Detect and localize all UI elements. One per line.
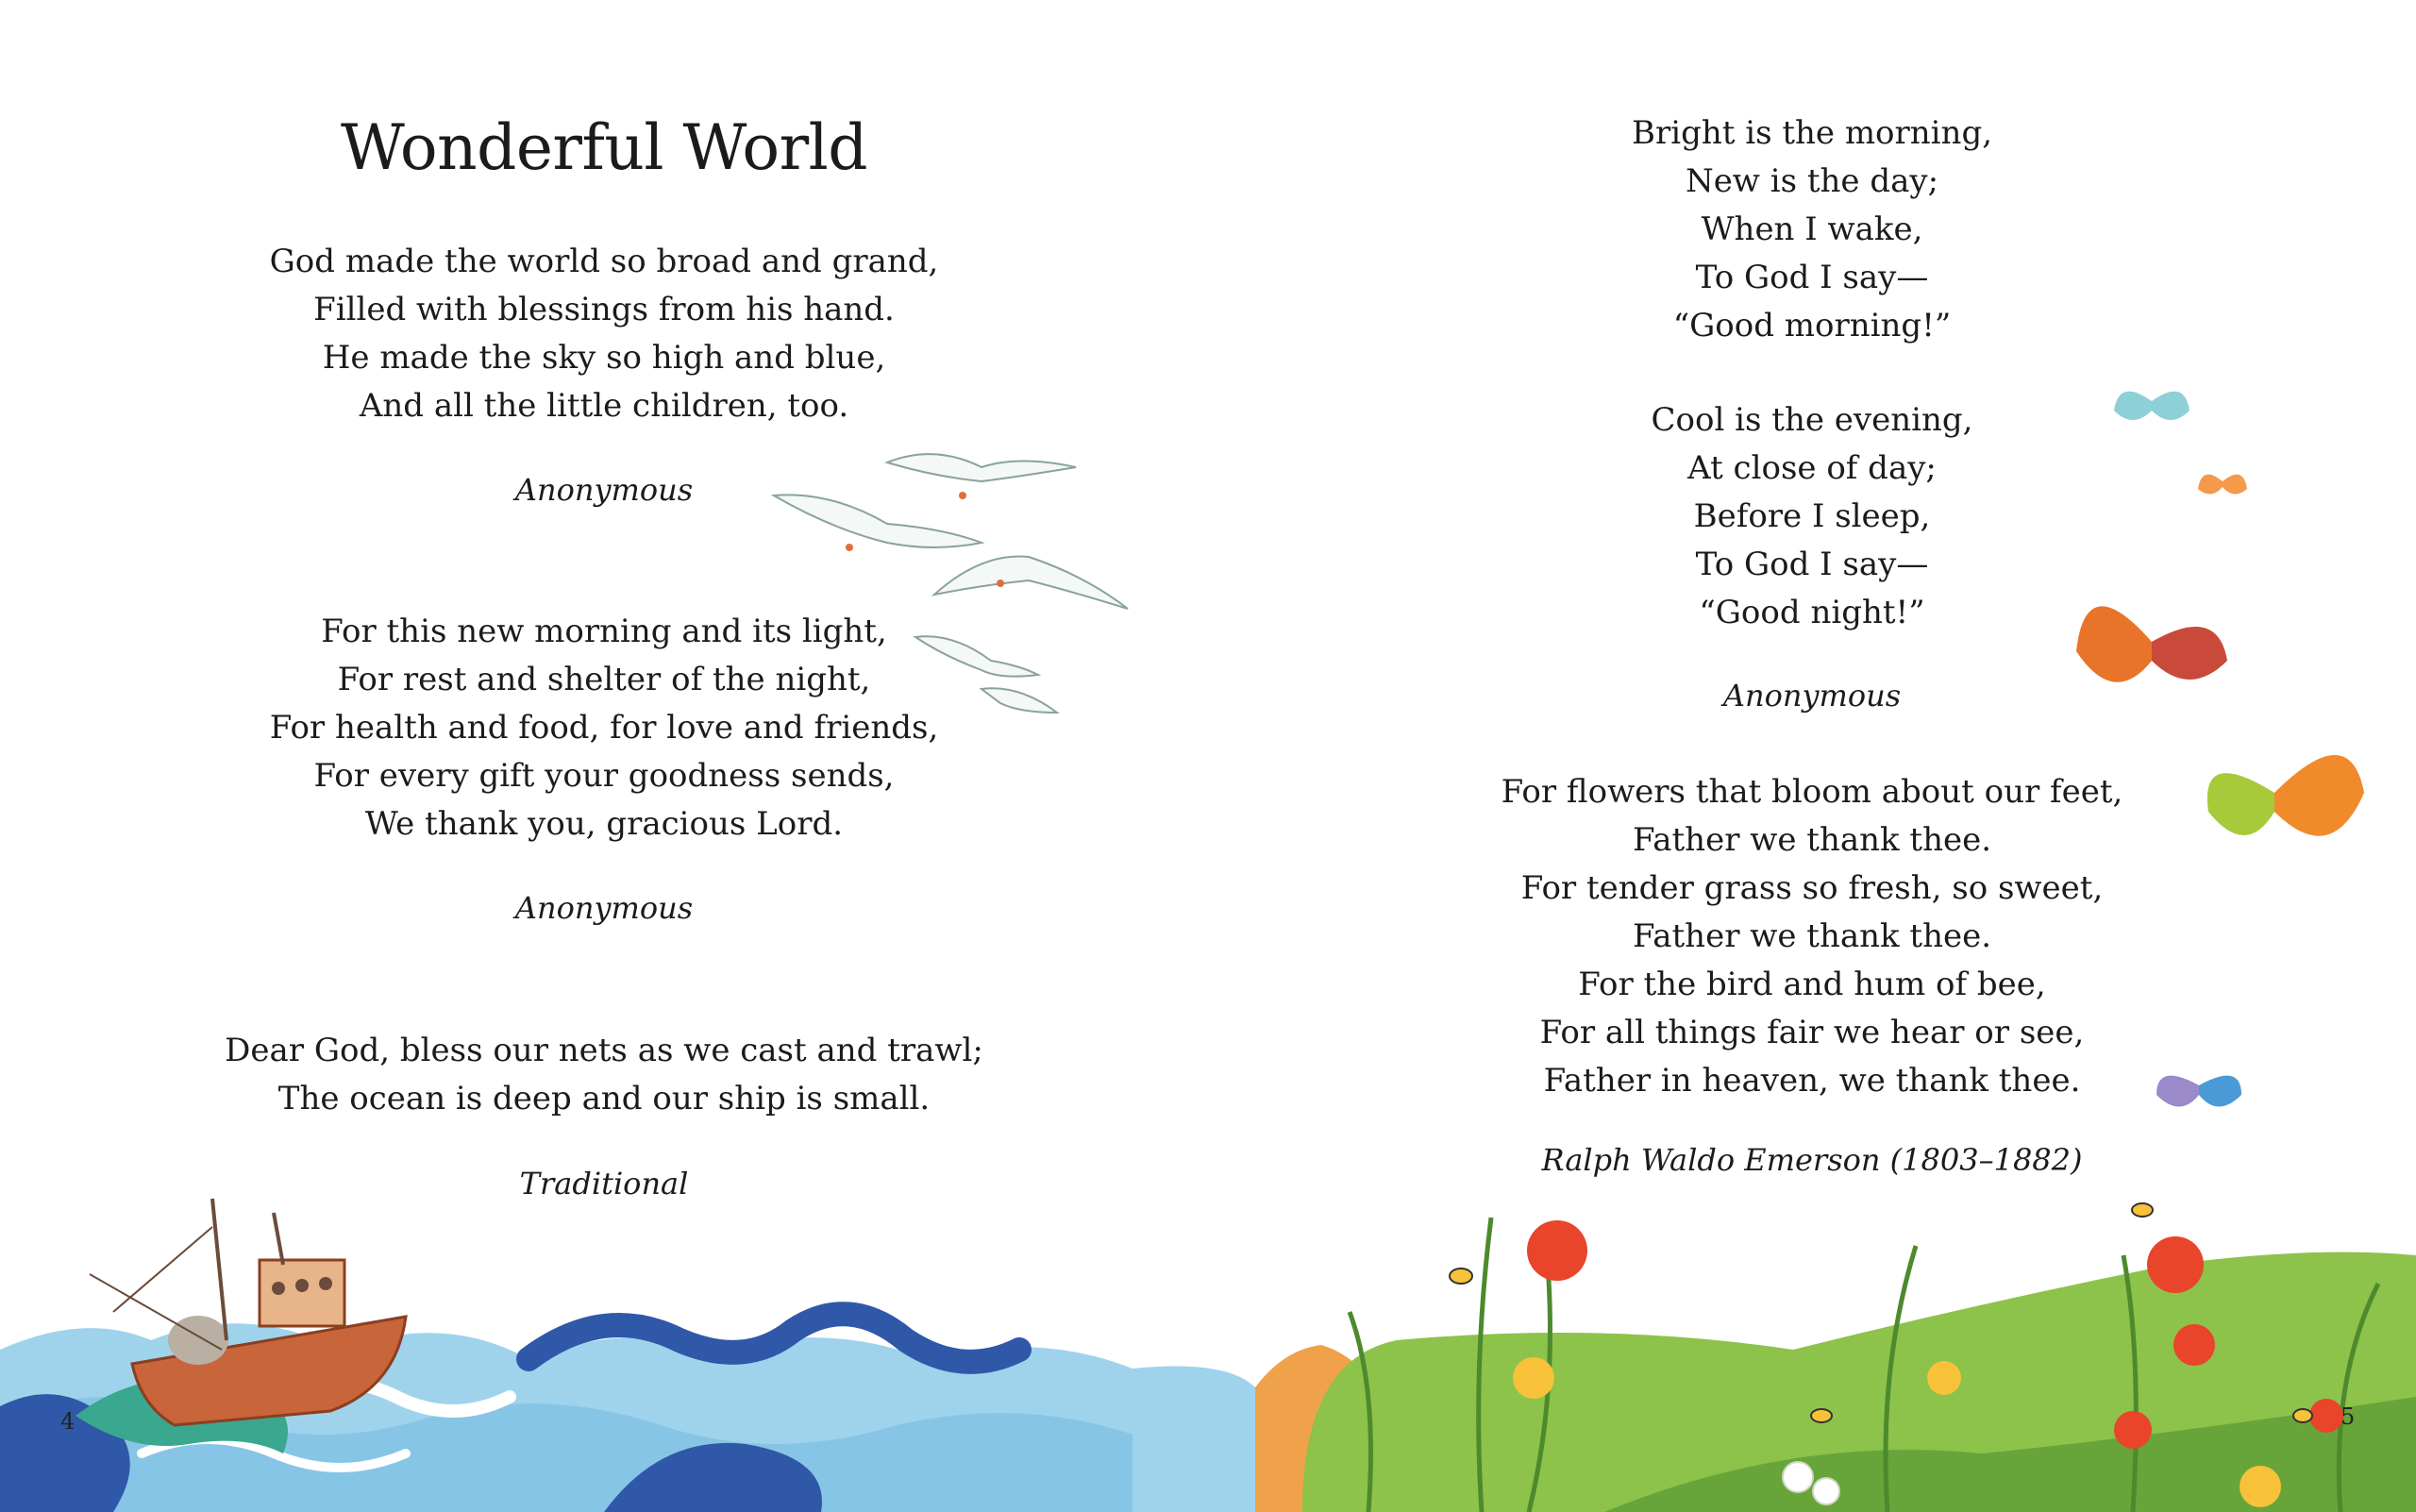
poem-line: For all things fair we hear or see, (1539, 1014, 2085, 1051)
poem-line: For tender grass so fresh, so sweet, (1520, 869, 2104, 907)
poem-line: He made the sky so high and blue, (322, 339, 886, 377)
poem-line: For the bird and hum of bee, (1578, 966, 2046, 1003)
butterflies-icon (2076, 392, 2364, 1107)
poem-2-attribution: Anonymous (514, 890, 694, 926)
poem-line: For every gift your goodness sends, (313, 757, 895, 795)
poem-line: To God I say— (1695, 546, 1929, 583)
flower-meadow-icon (1255, 1218, 2416, 1512)
poem-line: Dear God, bless our nets as we cast and trawl; (225, 1032, 983, 1069)
poem-6-attribution: Ralph Waldo Emerson (1803–1882) (1541, 1142, 2083, 1178)
poem-3-attribution: Traditional (519, 1166, 689, 1201)
poem-line: Cool is the evening, (1651, 401, 1973, 439)
poem-line: “Good morning!” (1672, 307, 1952, 344)
poem-line: We thank you, gracious Lord. (364, 805, 844, 843)
seagull-flock-icon (774, 454, 1128, 713)
poem-line: Father in heaven, we thank thee. (1543, 1062, 2081, 1100)
poem-line: For health and food, for love and friends, (269, 709, 939, 747)
poem-line: For rest and shelter of the night, (337, 661, 871, 698)
poem-1-attribution: Anonymous (514, 472, 694, 508)
poem-line: To God I say— (1695, 259, 1929, 296)
poem-5-attribution: Anonymous (1722, 678, 1902, 714)
poem-line: Father we thank thee. (1632, 917, 1992, 955)
page-title: Wonderful World (341, 111, 867, 184)
poem-line: Before I sleep, (1693, 497, 1931, 535)
page-number-right: 5 (2340, 1403, 2356, 1430)
poem-line: “Good night!” (1699, 594, 1925, 631)
poem-line: When I wake, (1701, 210, 1923, 248)
poem-line: Bright is the morning, (1631, 114, 1993, 152)
poem-line: The ocean is deep and our ship is small. (277, 1080, 931, 1117)
poem-line: At close of day; (1687, 449, 1937, 487)
poem-line: For this new morning and its light, (321, 613, 887, 650)
poem-line: Father we thank thee. (1632, 821, 1992, 859)
poem-line: For flowers that bloom about our feet, (1501, 773, 2123, 811)
page-number-left: 4 (60, 1408, 76, 1435)
poem-line: Filled with blessings from his hand. (313, 291, 895, 328)
poem-line: And all the little children, too. (359, 387, 849, 425)
poem-line: God made the world so broad and grand, (269, 243, 939, 280)
poem-line: New is the day; (1685, 162, 1939, 200)
